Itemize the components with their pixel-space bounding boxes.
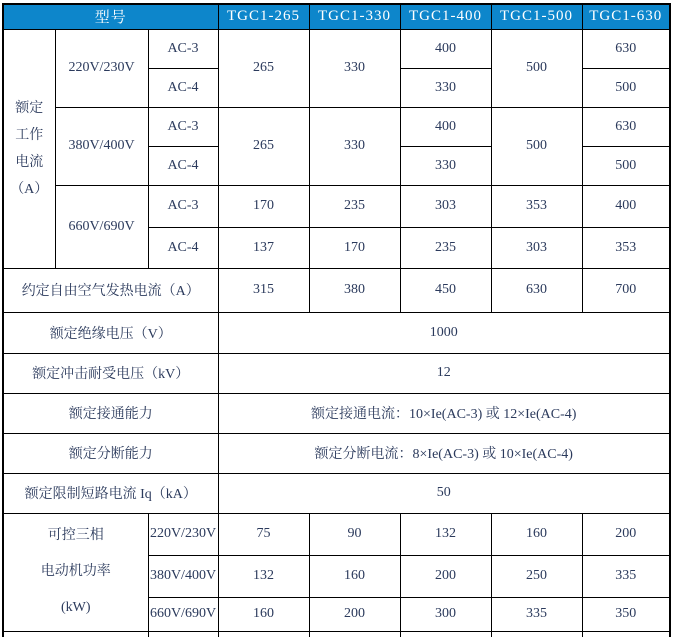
value-cell: 额定接通电流：10×Ie(AC-3) 或 12×Ie(AC-4) — [218, 393, 670, 433]
row-label-making-capacity: 额定接通能力 — [3, 393, 218, 433]
value-cell: 160 — [309, 555, 400, 597]
row-label-free-air-current: 约定自由空气发热电流（A） — [3, 268, 218, 312]
row-label-motor-power — [3, 513, 148, 631]
table-row — [3, 433, 670, 473]
ac-class-cell: AC-4 — [148, 227, 218, 268]
empty-cell — [400, 631, 491, 637]
rated-current-label-line: 电流 — [15, 154, 44, 170]
value-cell: 500 — [491, 29, 582, 107]
row-label-breaking-capacity: 额定分断能力 — [3, 433, 218, 473]
ac-class-cell: AC-3 — [148, 29, 218, 68]
motor-power-label-line: 可控三相 — [47, 528, 104, 543]
value-cell: 500 — [491, 107, 582, 185]
empty-cell — [309, 631, 400, 637]
value-cell: 265 — [218, 107, 309, 185]
model-header-tgc1-630: TGC1-630 — [582, 4, 670, 29]
empty-cell — [218, 631, 309, 637]
model-header-label: 型号 — [3, 4, 218, 29]
value-cell: 335 — [582, 555, 670, 597]
value-cell: 265 — [218, 29, 309, 107]
value-cell: 75 — [218, 513, 309, 555]
empty-cell — [3, 631, 148, 637]
value-cell: 235 — [400, 227, 491, 268]
value-cell: 250 — [491, 555, 582, 597]
value-cell: 350 — [582, 597, 670, 631]
value-cell: 50 — [218, 473, 670, 513]
empty-cell — [148, 631, 218, 637]
rated-current-label-line: （A） — [10, 181, 49, 197]
voltage-cell: 660V/690V — [148, 597, 218, 631]
voltage-cell: 660V/690V — [55, 185, 148, 268]
table-row — [3, 185, 670, 227]
value-cell: 200 — [400, 555, 491, 597]
motor-power-label-line: (kW) — [60, 600, 91, 615]
ac-class-cell: AC-3 — [148, 185, 218, 227]
value-cell: 160 — [491, 513, 582, 555]
value-cell: 400 — [582, 185, 670, 227]
value-cell: 630 — [582, 29, 670, 68]
value-cell: 额定分断电流：8×Ie(AC-3) 或 10×Ie(AC-4) — [218, 433, 670, 473]
spec-table-container — [2, 3, 673, 637]
empty-cell — [491, 631, 582, 637]
table-row-partial — [3, 631, 670, 637]
header-row — [3, 4, 670, 29]
voltage-cell: 380V/400V — [148, 555, 218, 597]
value-cell: 90 — [309, 513, 400, 555]
row-label-rated-current — [3, 29, 55, 268]
value-cell: 303 — [491, 227, 582, 268]
motor-power-label-line: 电动机功率 — [40, 564, 111, 579]
table-row — [3, 312, 670, 353]
value-cell: 330 — [400, 146, 491, 185]
table-row — [3, 107, 670, 146]
value-cell: 300 — [400, 597, 491, 631]
value-cell: 380 — [309, 268, 400, 312]
table-row — [3, 268, 670, 312]
voltage-cell: 380V/400V — [55, 107, 148, 185]
table-row — [3, 473, 670, 513]
ac-class-cell: AC-4 — [148, 146, 218, 185]
value-cell: 450 — [400, 268, 491, 312]
ac-class-cell: AC-3 — [148, 107, 218, 146]
value-cell: 132 — [400, 513, 491, 555]
spec-table — [2, 3, 671, 637]
value-cell: 303 — [400, 185, 491, 227]
value-cell: 353 — [582, 227, 670, 268]
ac-class-cell: AC-4 — [148, 68, 218, 107]
table-row — [3, 513, 670, 555]
model-header-tgc1-400: TGC1-400 — [400, 4, 491, 29]
model-header-tgc1-265: TGC1-265 — [218, 4, 309, 29]
value-cell: 330 — [400, 68, 491, 107]
row-label-short-circuit-current: 额定限制短路电流 Iq（kA） — [3, 473, 218, 513]
rated-current-label-line: 额定 — [15, 100, 44, 116]
value-cell: 200 — [582, 513, 670, 555]
value-cell: 330 — [309, 107, 400, 185]
value-cell: 353 — [491, 185, 582, 227]
table-row — [3, 393, 670, 433]
value-cell: 400 — [400, 29, 491, 68]
table-row — [3, 29, 670, 68]
value-cell: 170 — [309, 227, 400, 268]
empty-cell — [582, 631, 670, 637]
value-cell: 500 — [582, 146, 670, 185]
value-cell: 160 — [218, 597, 309, 631]
model-header-tgc1-330: TGC1-330 — [309, 4, 400, 29]
table-row — [3, 353, 670, 393]
row-label-impulse-voltage: 额定冲击耐受电压（kV） — [3, 353, 218, 393]
value-cell: 1000 — [218, 312, 670, 353]
model-header-tgc1-500: TGC1-500 — [491, 4, 582, 29]
row-label-insulation-voltage: 额定绝缘电压（V） — [3, 312, 218, 353]
value-cell: 315 — [218, 268, 309, 312]
value-cell: 200 — [309, 597, 400, 631]
rated-current-label-line: 工作 — [15, 127, 44, 143]
value-cell: 330 — [309, 29, 400, 107]
value-cell: 137 — [218, 227, 309, 268]
value-cell: 630 — [491, 268, 582, 312]
value-cell: 700 — [582, 268, 670, 312]
value-cell: 170 — [218, 185, 309, 227]
value-cell: 500 — [582, 68, 670, 107]
value-cell: 132 — [218, 555, 309, 597]
voltage-cell: 220V/230V — [148, 513, 218, 555]
value-cell: 12 — [218, 353, 670, 393]
value-cell: 335 — [491, 597, 582, 631]
value-cell: 400 — [400, 107, 491, 146]
value-cell: 630 — [582, 107, 670, 146]
value-cell: 235 — [309, 185, 400, 227]
voltage-cell: 220V/230V — [55, 29, 148, 107]
